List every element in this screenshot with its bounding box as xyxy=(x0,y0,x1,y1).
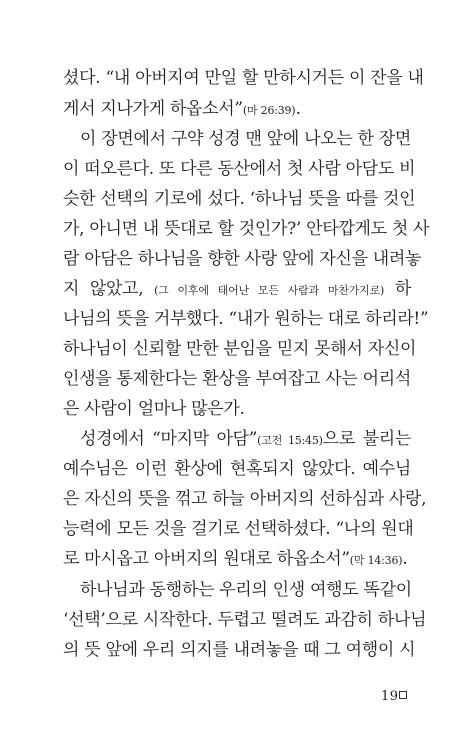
text-line xyxy=(63,337,417,361)
page-marker-square-icon xyxy=(399,691,407,699)
text: 하나님과 동행하는 우리의 인생 여행도 똑같이 xyxy=(80,580,412,600)
text: 예수님은 이런 환상에 현혹되지 않았다. 예수님 xyxy=(63,459,411,479)
text: 능력에 모든 것을 걸기로 선택하셨다. “나의 원대 xyxy=(63,519,414,539)
text-line xyxy=(63,367,411,391)
text-line xyxy=(63,547,411,573)
text: 하나님이 신뢰할 만한 분임을 믿지 못해서 자신이 xyxy=(63,339,417,359)
text: 셨다. “내 아버지여 만일 할 만하시거든 이 잔을 내 xyxy=(63,68,424,88)
text: 하 xyxy=(384,279,411,299)
text-line xyxy=(63,307,429,331)
text-line xyxy=(63,247,422,271)
text: 로 마시옵고 아버지의 원대로 하옵소서” xyxy=(63,549,350,569)
text-line xyxy=(63,517,414,541)
text: . xyxy=(402,549,408,569)
text: 슷한 선택의 기로에 섰다. ‘하나님 뜻을 따를 것인 xyxy=(63,189,416,209)
text-line xyxy=(63,457,411,481)
text: 이 장면에서 구약 성경 맨 앞에 나오는 한 장면 xyxy=(80,129,412,149)
text-line xyxy=(63,397,411,421)
text-line xyxy=(63,157,416,181)
text: 지 않았고, xyxy=(63,279,155,299)
text-line xyxy=(80,127,411,151)
text: 의 뜻 앞에 우리 의지를 내려놓을 때 그 여행이 시 xyxy=(63,640,416,660)
scripture-reference: (마 26:39) xyxy=(242,104,296,117)
page-number: 19 xyxy=(381,689,399,704)
text-line xyxy=(63,97,411,123)
text: 은 사람이 얼마나 많은가. xyxy=(63,399,245,419)
text-line xyxy=(63,277,411,303)
text: 인생을 통제한다는 환상을 부여잡고 사는 어리석 xyxy=(63,369,411,389)
text: 이 떠오른다. 또 다른 동산에서 첫 사람 아담도 비 xyxy=(63,159,416,179)
text: 게서 지나가게 하옵소서” xyxy=(63,99,243,119)
text-line xyxy=(63,487,427,511)
text: 으로 불리는 xyxy=(322,429,411,449)
text-line xyxy=(63,217,430,241)
text: 람 아담은 하나님을 향한 사랑 앞에 자신을 내려놓 xyxy=(63,249,422,269)
scripture-reference: (막 14:36) xyxy=(349,554,403,567)
parenthetical-note: (그 이후에 태어난 모든 사람과 마찬가지로) xyxy=(154,284,385,297)
text: 은 자신의 뜻을 꺾고 하늘 아버지의 선하심과 사랑, xyxy=(63,489,427,509)
text: 가, 아니면 내 뜻대로 할 것인가?’ 안타깝게도 첫 사 xyxy=(63,219,430,239)
text-line xyxy=(80,427,411,453)
text: . xyxy=(295,99,301,119)
text-line xyxy=(63,66,424,90)
text-line xyxy=(63,187,416,211)
text: ‘선택’으로 시작한다. 두렵고 떨려도 과감히 하나님 xyxy=(63,610,427,630)
text-line xyxy=(80,578,411,602)
text: 성경에서 “마지막 아담” xyxy=(80,429,258,449)
text-line xyxy=(63,638,416,662)
text-line xyxy=(63,608,427,632)
scripture-reference: (고전 15:45) xyxy=(257,434,323,447)
text: 나님의 뜻을 거부했다. “내가 원하는 대로 하리라!” xyxy=(63,309,429,329)
